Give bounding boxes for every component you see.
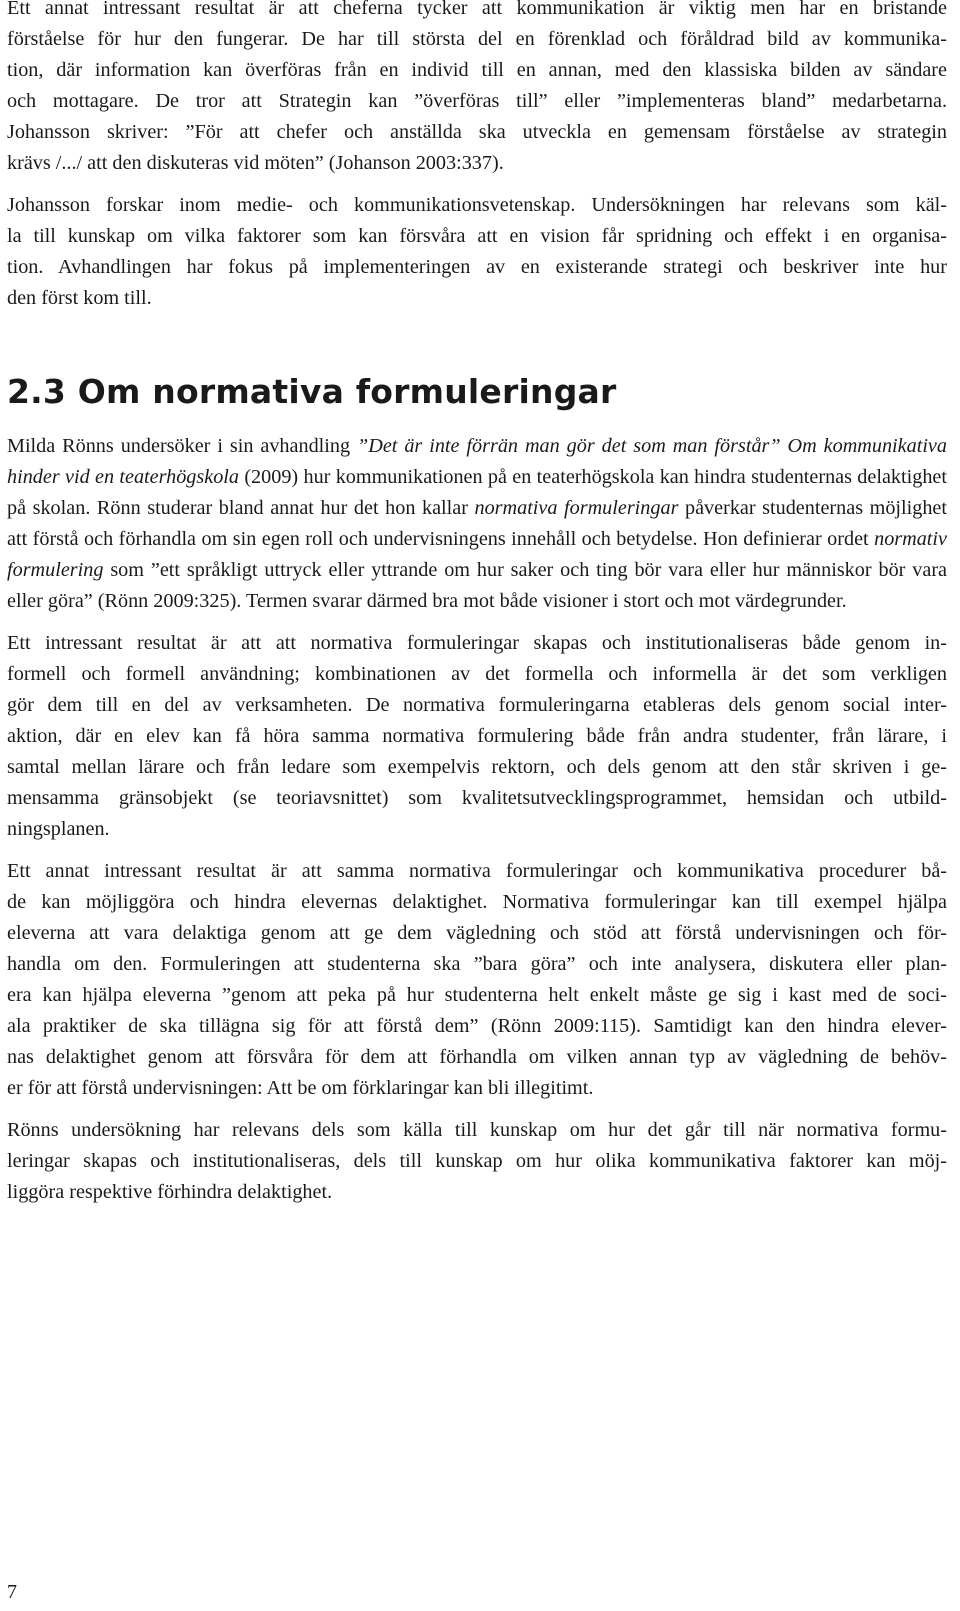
text-line: handla om den. Formuleringen att studenterna ska ”bara göra” och inte analysera, diskutera eller plan-	[7, 953, 947, 975]
intro-text-3: påverkar studenternas möjlighet att förstå och förhandla om sin egen roll och undervisningens innehåll och betydelse. Hon definierar ordet	[7, 497, 947, 550]
text-line: leringar skapas och institutionaliseras, dels till kunskap om hur olika kommunikativa faktorer kan möj-	[7, 1150, 947, 1172]
paragraph-delaktighet	[7, 856, 947, 1104]
section-number: 2.3	[7, 372, 67, 411]
page-number: 7	[7, 1581, 17, 1603]
text-line: Johansson skriver: ”För att chefer och anställda ska utveckla en gemensam förståelse av strategin	[7, 121, 947, 143]
text-line: krävs /.../ att den diskuteras vid möten” (Johanson 2003:337).	[7, 152, 504, 174]
text-line: Ett annat intressant resultat är att samma normativa formuleringar och kommunikativa procedurer bå-	[7, 860, 947, 882]
thesis-title: ”Det är inte förrän man gör det som man förstår” Om kommunikativa hinder vid en teaterhögskola	[7, 435, 947, 488]
section-heading	[7, 372, 947, 412]
section-title: Om normativa formuleringar	[77, 372, 617, 411]
text-line: tion. Avhandlingen har fokus på implementeringen av en existerande strategi och beskriver inte hur	[7, 256, 947, 278]
text-line: den först kom till.	[7, 287, 152, 309]
paragraph-johansson-relevans	[7, 190, 947, 314]
term-normativ-formulering: normativ formulering	[7, 528, 947, 581]
text-line: liggöra respektive förhindra delaktighet.	[7, 1181, 333, 1203]
intro-text-1: Milda Rönns undersöker i sin avhandling	[7, 435, 358, 457]
paragraph-chefer-kommunikation	[7, 0, 947, 179]
text-line: de kan möjliggöra och hindra elevernas delaktighet. Normativa formuleringar kan till exempel hjälpa	[7, 891, 947, 913]
text-line: ningsplanen.	[7, 818, 110, 840]
text-line: nas delaktighet genom att försvåra för dem att förhandla om vilken annan typ av vägledning de behöv-	[7, 1046, 947, 1068]
intro-text-2: (2009) hur kommunikationen på en teaterhögskola kan hindra studenternas delaktighet på skolan. Rönn studerar bland annat hur det hon kallar	[7, 466, 947, 519]
text-line: ala praktiker de ska tillägna sig för att förstå dem” (Rönn 2009:115). Samtidigt kan den hindra elever-	[7, 1015, 947, 1037]
text-line: tion, där information kan överföras från en individ till en annan, med den klassiska bilden av sändare	[7, 59, 947, 81]
text-line: Rönns undersökning har relevans dels som källa till kunskap om hur det går till när normativa formu-	[7, 1119, 947, 1141]
text-line: aktion, där en elev kan få höra samma normativa formulering både från andra studenter, från lärare, i	[7, 725, 947, 747]
text-line: formell och formell användning; kombinationen av det formella och informella är det som verkligen	[7, 663, 947, 685]
text-line: era kan hjälpa eleverna ”genom att peka på hur studenterna helt enkelt måste ge sig i kast med de soci-	[7, 984, 947, 1006]
text-line: mensamma gränsobjekt (se teoriavsnittet) som kvalitetsutvecklingsprogrammet, hemsidan och utbild-	[7, 787, 947, 809]
text-line: samtal mellan lärare och från ledare som exempelvis rektorn, och dels genom att den står skriven i ge-	[7, 756, 947, 778]
text-line: er för att förstå undervisningen: Att be om förklaringar kan bli illegitimt.	[7, 1077, 594, 1099]
paragraph-institutionaliseras	[7, 628, 947, 845]
intro-text-4: som ”ett språkligt uttryck eller yttrande om hur saker och ting bör vara eller hur människor bör vara eller göra” (Rönn 2009:325). Termen svarar därmed bra mot både visioner i stort och mot värdegrunder.	[7, 559, 947, 612]
text-line: gör dem till en del av verksamheten. De normativa formuleringarna etableras dels genom social inter-	[7, 694, 947, 716]
text-line: Ett annat intressant resultat är att cheferna tycker att kommunikation är viktig men har en bristande	[7, 0, 947, 19]
paragraph-ronn-intro	[7, 431, 947, 617]
text-line: Ett intressant resultat är att att normativa formuleringar skapas och institutionaliseras både genom in-	[7, 632, 947, 654]
term-normativa-formuleringar: normativa formuleringar	[474, 497, 679, 519]
paragraph-ronn-relevans	[7, 1115, 947, 1208]
text-line: la till kunskap om vilka faktorer som kan försvåra att en vision får spridning och effekt i en organisa-	[7, 225, 947, 247]
document-page	[7, 0, 947, 1208]
text-line: förståelse för hur den fungerar. De har till största del en förenklad och föråldrad bild av kommunika-	[7, 28, 947, 50]
text-line: och mottagare. De tror att Strategin kan ”överföras till” eller ”implementeras bland” medarbetarna.	[7, 90, 947, 112]
text-line: eleverna att vara delaktiga genom att ge dem vägledning och stöd att förstå undervisningen och för-	[7, 922, 947, 944]
text-line: Johansson forskar inom medie- och kommunikationsvetenskap. Undersökningen har relevans som käl-	[7, 194, 947, 216]
